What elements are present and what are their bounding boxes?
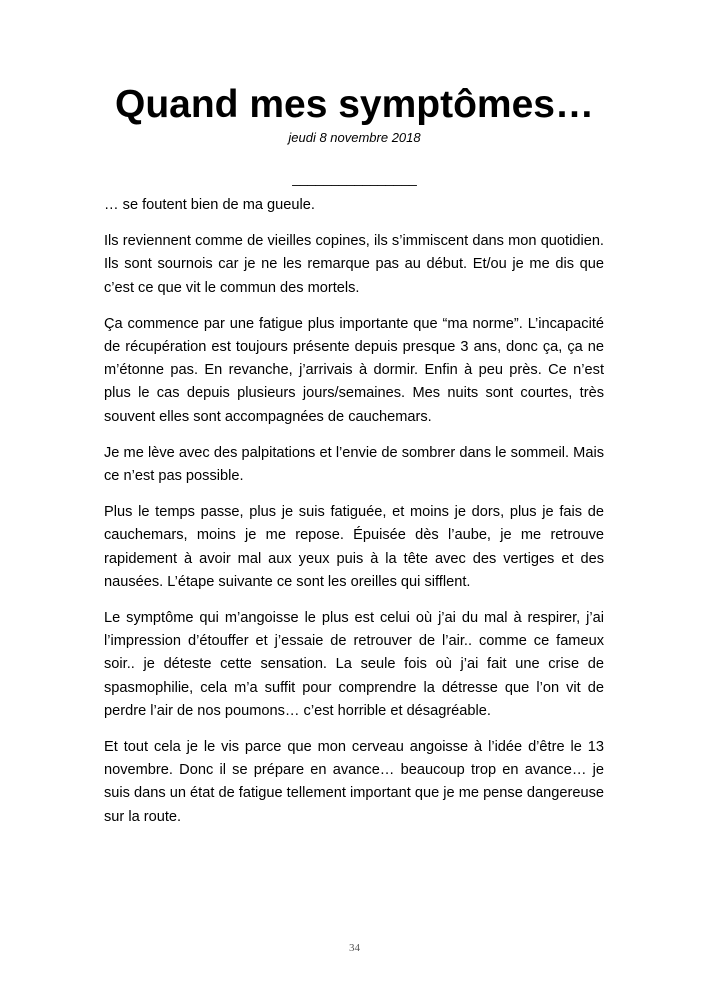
paragraph-fatigue: Ça commence par une fatigue plus importante que “ma norme”. L’incapacité de récupération est toujours présente depuis presque 3 ans, donc ça, ça ne m’étonne pas. En revanche, j’arrivais à dormir. Enfin à peu près. Ce n’est plus le cas depuis plusieurs jours/semaines. Mes nuits sont courtes, très souvent elles sont accompagnées de cauchemars. [104,315,604,425]
page-title: Quand mes symptômes… [115,83,594,126]
post-date: jeudi 8 novembre 2018 [288,130,421,145]
paragraph-copines: Ils reviennent comme de vieilles copines, ils s’immiscent dans mon quotidien. Ils sont sournois car je ne les remarque pas au début. Et/ou je me dis que c’est ce que vit le commun des mortels. [104,233,604,296]
paragraph-intro: … se foutent bien de ma gueule. [104,197,315,213]
paragraph-respiration: Le symptôme qui m’angoisse le plus est celui où j’ai du mal à respirer, j’ai l’impression d’étouffer et j’essaie de retrouver de l’air.. comme ce fameux soir.. je déteste cette sensation. La seule fois où j’ai fait une crise de spasmophilie, cela m’a suffit pour comprendre la détresse que l’on vit de perdre l’air de nos poumons… c’est horrible et désagréable. [104,610,604,719]
paragraph-13-novembre: Et tout cela je le vis parce que mon cerveau angoisse à l’idée d’être le 13 novembre. Donc il se prépare en avance… beaucoup trop en avance… je suis dans un état de fatigue tellement important que je me pense dangereuse sur la route. [104,739,604,825]
title-separator: ________________ [292,170,417,186]
paragraph-cauchemars: Plus le temps passe, plus je suis fatiguée, et moins je dors, plus je fais de cauchemars, moins je me repose. Épuisée dès l’aube, je me retrouve rapidement à avoir mal aux yeux puis à la tête avec des vertiges et des nausées. L’étape suivante ce sont les oreilles qui sifflent. [104,504,604,590]
paragraph-palpitations: Je me lève avec des palpitations et l’envie de sombrer dans le sommeil. Mais ce n’est pas possible. [104,444,604,485]
page-number: 34 [349,942,360,954]
body-text [104,194,604,842]
